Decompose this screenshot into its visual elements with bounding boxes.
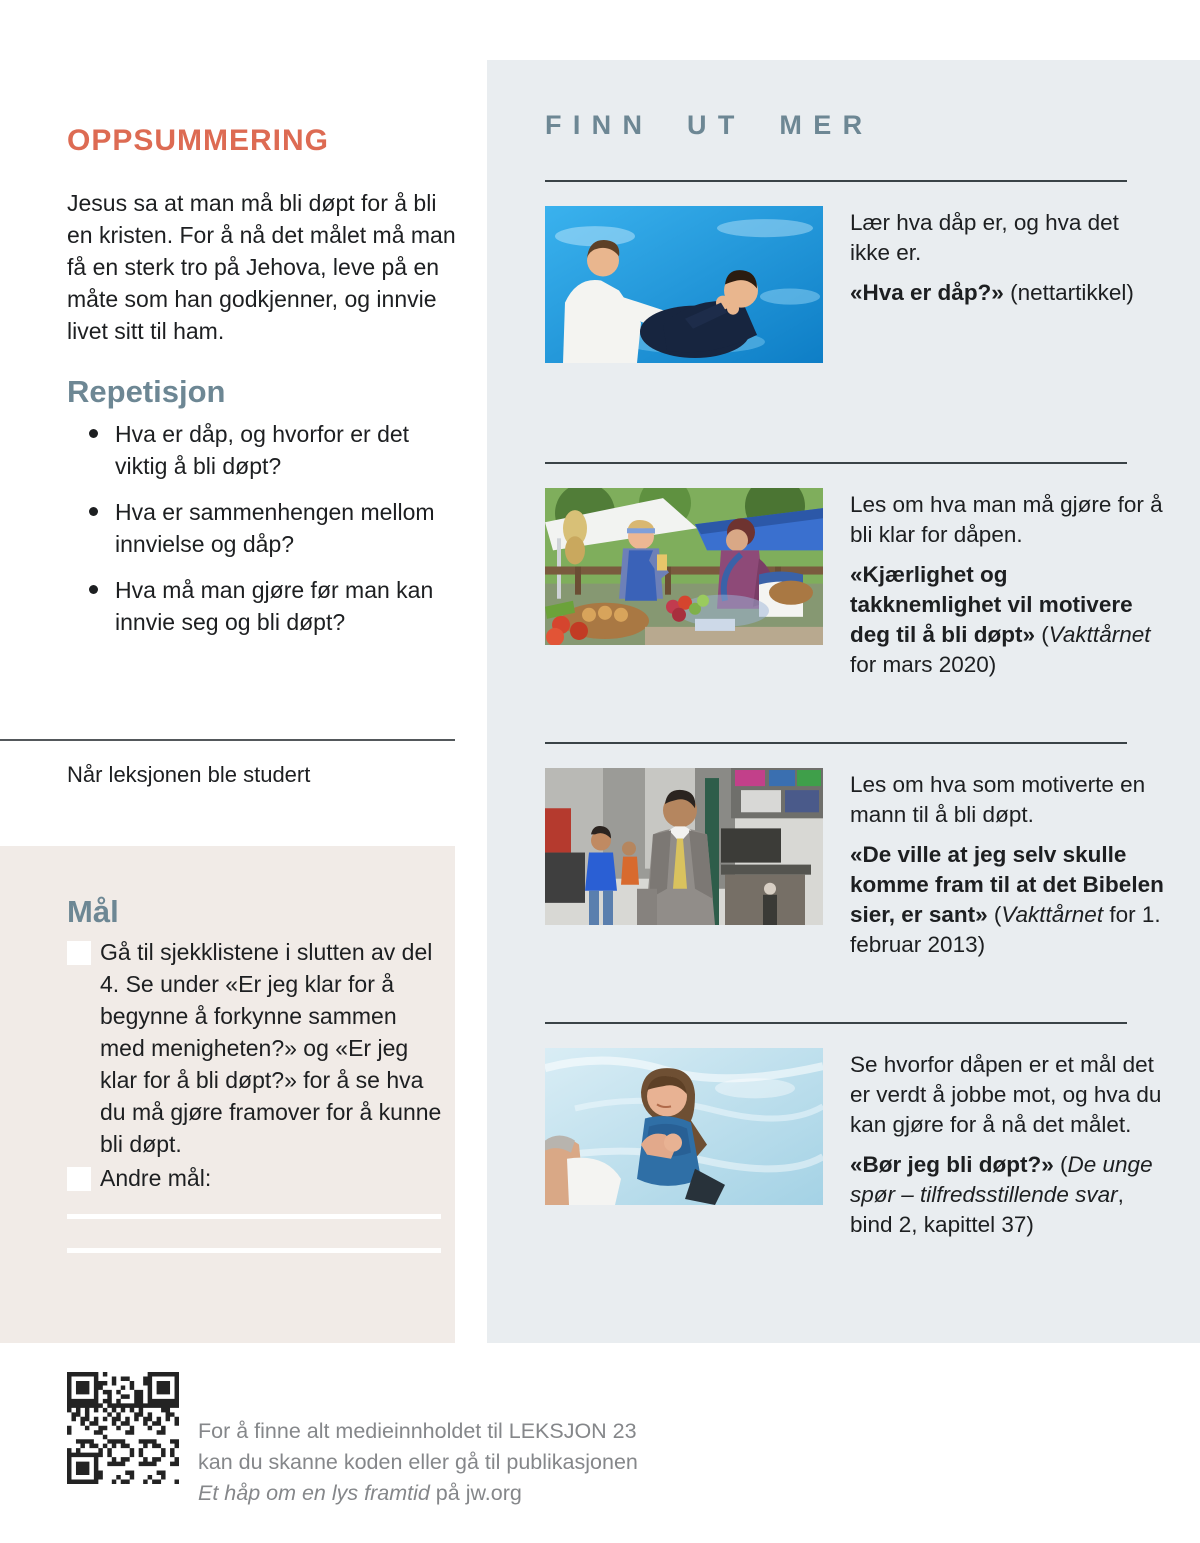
find-out-more-title: FINN UT MER <box>545 110 874 140</box>
review-question-list <box>67 418 447 652</box>
item-reference: «Bør jeg bli døpt?» (De unge spør – tilfredsstillende svar, bind 2, kapittel 37) <box>850 1152 1153 1237</box>
find-out-more-item <box>545 206 1170 363</box>
item-description: Les om hva man må gjøre for å bli klar for dåpen. <box>850 492 1163 547</box>
footer-note <box>198 1416 678 1509</box>
date-studied-label: Når leksjonen ble studert <box>67 762 311 787</box>
review-question <box>67 574 447 638</box>
review-question <box>67 496 447 560</box>
review-question-text: Hva må man gjøre før man kan innvie seg og bli døpt? <box>115 577 434 635</box>
bullet-icon <box>89 429 98 438</box>
item-divider <box>545 180 1127 182</box>
item-divider <box>545 462 1127 464</box>
review-question-text: Hva er dåp, og hvorfor er det viktig å bli døpt? <box>115 421 410 479</box>
find-out-more-item <box>545 768 1170 960</box>
goal-checkbox[interactable] <box>67 1167 91 1191</box>
man-in-suit-city-street-photo <box>545 768 823 925</box>
horizontal-divider <box>0 739 455 741</box>
summary-paragraph: Jesus sa at man må bli døpt for å bli en kristen. For å nå det målet må man få en sterk tro på Jehova, leve på en måte som han godkjenner, og innvie livet sitt til ham. <box>67 190 456 344</box>
young-woman-baptized-photo <box>545 1048 823 1205</box>
review-title: Repetisjon <box>67 373 226 409</box>
review-question-text: Hva er sammenhengen mellom innvielse og dåp? <box>115 499 435 557</box>
qr-code <box>67 1372 179 1484</box>
review-question <box>67 418 447 482</box>
item-description: Lær hva dåp er, og hva det ikke er. <box>850 210 1119 265</box>
item-description: Les om hva som motiverte en mann til å bli døpt. <box>850 772 1146 827</box>
item-reference: «De ville at jeg selv skulle komme fram til at det Bibelen sier, er sant» (Vakttårnet for 1. februar 2013) <box>850 842 1164 957</box>
footer-line: kan du skanne koden eller gå til publikasjonen <box>198 1450 638 1474</box>
find-out-more-item <box>545 1048 1170 1240</box>
bullet-icon <box>89 507 98 516</box>
item-reference: «Kjærlighet og takknemlighet vil motivere deg til å bli døpt» (Vakttårnet for mars 2020) <box>850 562 1151 677</box>
farmers-market-conversation-photo <box>545 488 823 645</box>
summary-title: OPPSUMMERING <box>67 124 330 158</box>
writing-line <box>67 1248 441 1253</box>
goals-panel <box>0 846 455 1343</box>
goal-checkbox[interactable] <box>67 941 91 965</box>
find-out-more-item <box>545 488 1170 680</box>
goal-item <box>67 936 445 1160</box>
baptism-in-pool-photo <box>545 206 823 363</box>
item-description: Se hvorfor dåpen er et mål det er verdt å jobbe mot, og hva du kan gjøre for å nå det målet. <box>850 1052 1162 1137</box>
footer-line: Et håp om en lys framtid på jw.org <box>198 1481 522 1505</box>
goal-text: Gå til sjekklistene i slutten av del 4. Se under «Er jeg klar for å begynne å forkynne sammen med menigheten?» og «Er jeg klar for å bli døpt?» for å se hva du må gjøre framover for å kunne bli døpt. <box>100 939 442 1157</box>
goals-title: Mål <box>67 893 119 929</box>
item-divider <box>545 742 1127 744</box>
goal-item <box>67 1162 445 1194</box>
bullet-icon <box>89 585 98 594</box>
item-divider <box>545 1022 1127 1024</box>
find-out-more-panel <box>487 60 1200 1343</box>
item-reference: «Hva er dåp?» (nettartikkel) <box>850 280 1134 305</box>
footer-line: For å finne alt medieinnholdet til LEKSJON 23 <box>198 1419 637 1443</box>
writing-line <box>67 1214 441 1219</box>
goal-text: Andre mål: <box>100 1165 212 1191</box>
